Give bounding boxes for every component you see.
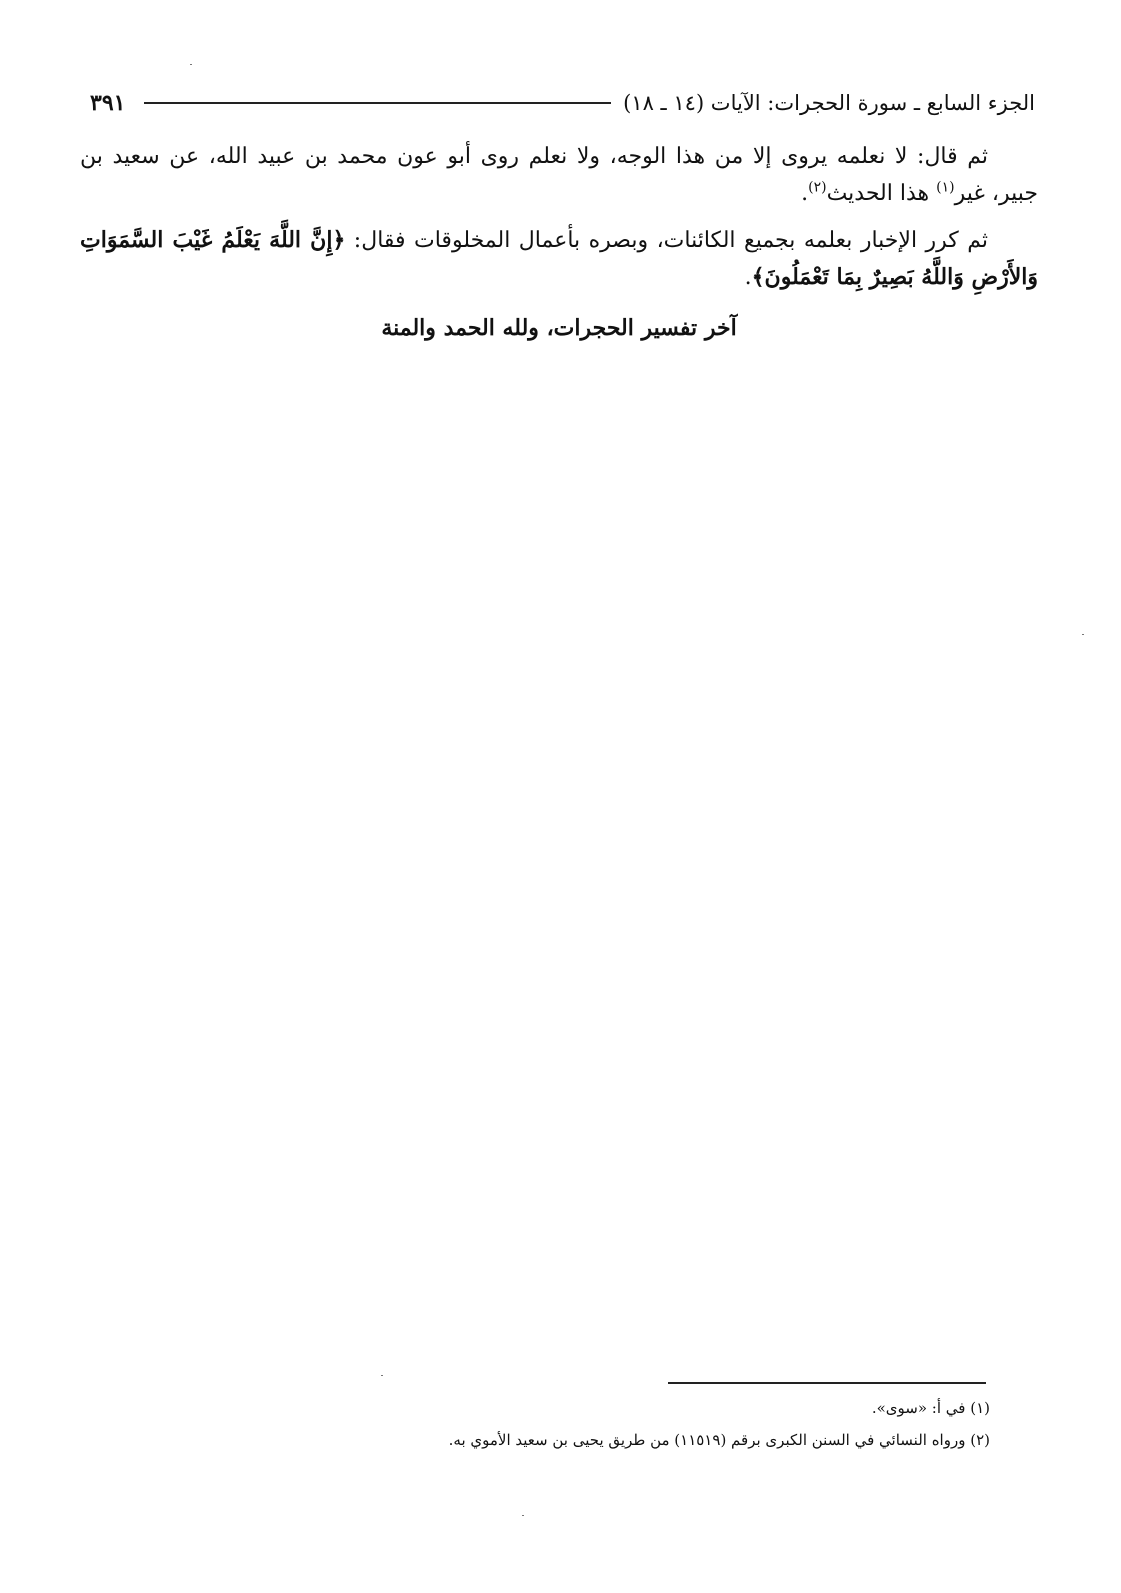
- footnote-2: (٢) ورواه النسائي في السنن الكبرى برقم (١١٥١٩) من طريق يحيى بن سعيد الأموي به.: [448, 1431, 990, 1449]
- scan-speck: [522, 1515, 524, 1516]
- footnotes: [200, 1392, 990, 1456]
- header-title: الجزء السابع ـ سورة الحجرات: الآيات (١٤ ـ ١٨): [623, 91, 1035, 115]
- closing-line: آخر تفسير الحجرات، ولله الحمد والمنة: [381, 315, 737, 341]
- paragraph-1-text-a: ثم قال: لا نعلمه يروى إلا من هذا الوجه، ولا نعلم روى أبو عون محمد بن عبيد الله، عن سعيد بن جبير، غير: [80, 144, 1038, 206]
- paragraph-1-text-c: .: [801, 181, 809, 206]
- page-number: ٣٩١: [90, 90, 126, 116]
- scan-speck: [381, 1375, 383, 1376]
- paragraph-2-text-b: .: [744, 265, 752, 290]
- footnote-ref-1: (١): [936, 179, 955, 196]
- quran-verse: ﴿إِنَّ اللَّهَ يَعْلَمُ غَيْبَ السَّمَوَاتِ وَالأَرْضِ وَاللَّهُ بَصِيرٌ بِمَا تَعْمَلُونَ﴾: [80, 227, 1038, 290]
- footnote-ref-2: (٢): [808, 179, 827, 196]
- paragraph-1: [80, 138, 1038, 212]
- header-rule: [144, 102, 611, 104]
- paragraph-2: [80, 222, 1038, 296]
- paragraph-1-text-b: هذا الحديث: [826, 181, 937, 206]
- running-header: [90, 86, 1035, 120]
- footnote-separator: [668, 1382, 986, 1384]
- footnote-1: (١) في أ: «سوى».: [871, 1399, 990, 1417]
- paragraph-2-text-a: ثم كرر الإخبار بعلمه بجميع الكائنات، وبصره بأعمال المخلوقات فقال:: [345, 228, 988, 253]
- main-text: [80, 138, 1038, 369]
- scan-speck: [1082, 634, 1084, 635]
- scan-speck: [190, 64, 192, 65]
